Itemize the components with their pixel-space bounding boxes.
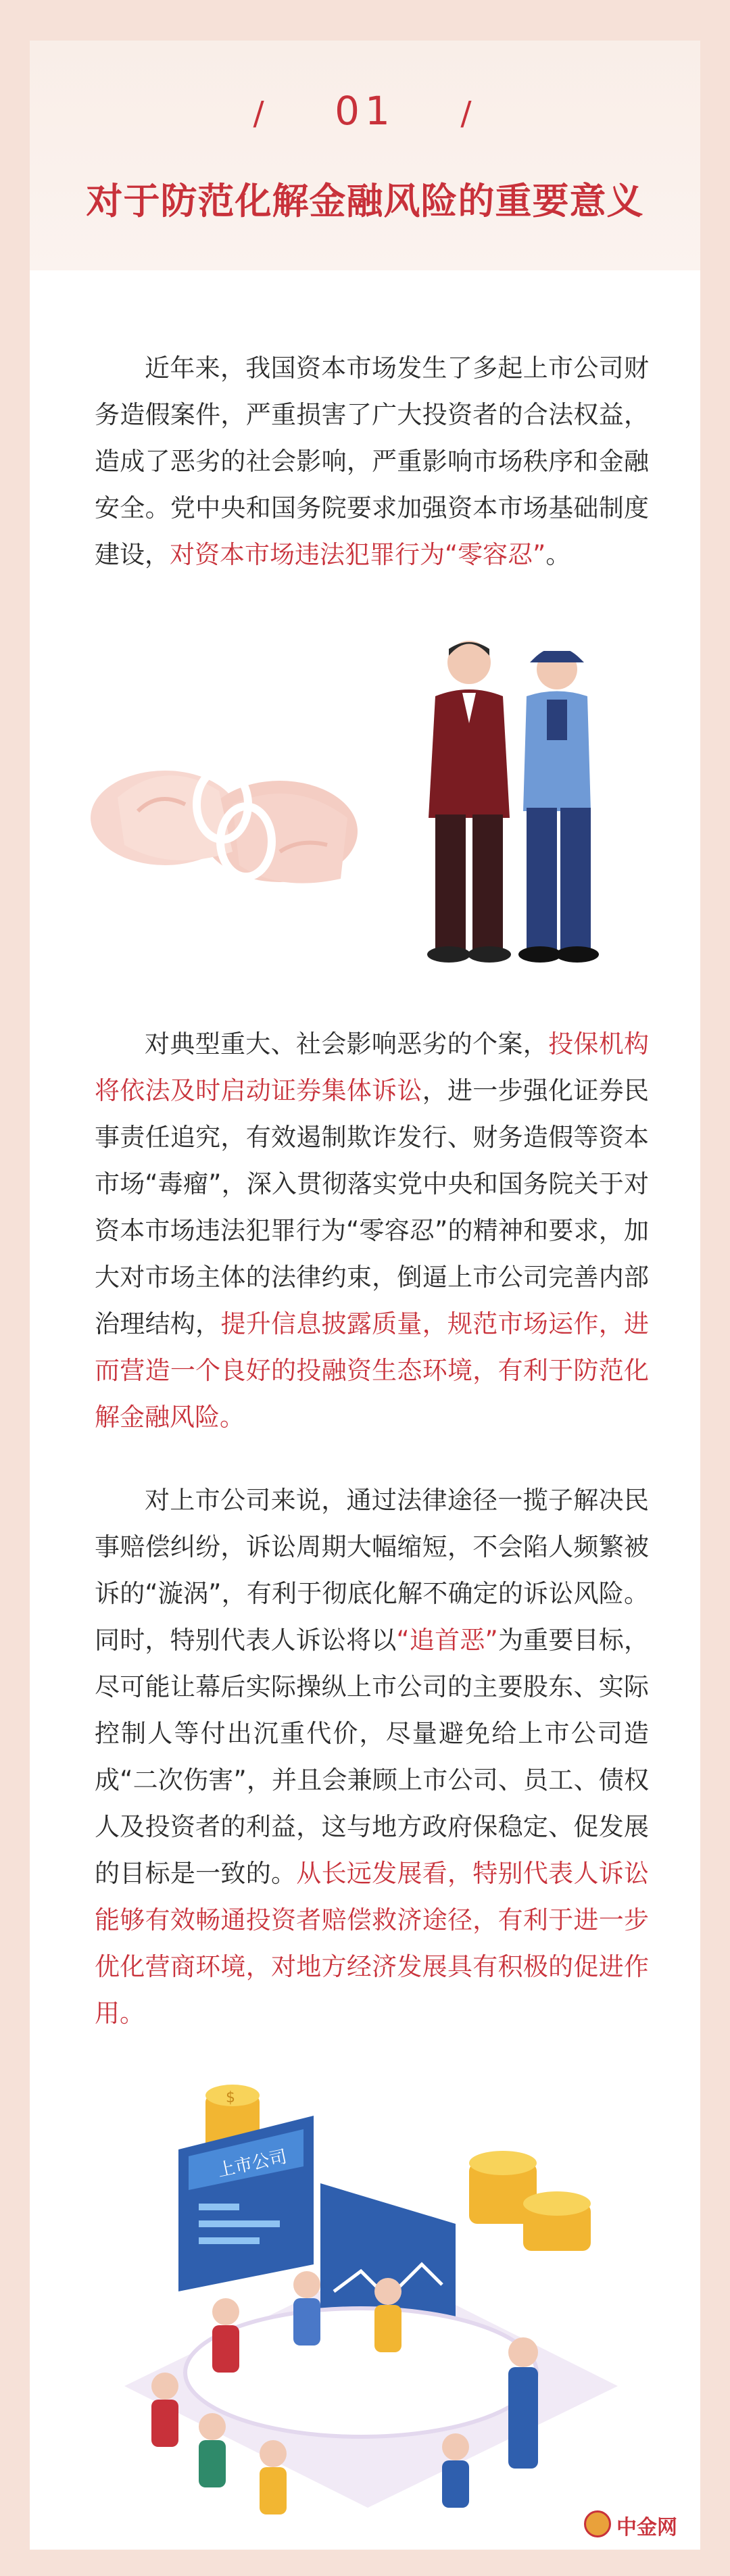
- p3-text-a: 对上市公司来说，通过法律途径一揽子解决民事赔偿纠纷，诉讼周期大幅缩短，不会陷人频繁被诉的“漩涡”，有利于彻底化解不确定的诉讼风险。同时，特别代表人诉讼将以: [95, 1486, 649, 1655]
- p2-text-c: ，进一步强化证券民事责任追究，有效遏制欺诈发行、财务造假等资本市场“毒瘤”，深入贯彻落实党中央和国务院关于对资本市场违法犯罪行为“零容忍”的精神和要求，加大对市场主体的法律约束，倒逼上市公司完善内部治理结构，: [95, 1076, 650, 1338]
- handcuffs-icon: [77, 716, 374, 919]
- article-card: [30, 41, 700, 2550]
- paragraph-1: [95, 345, 649, 578]
- p2-highlight-2: 提升信息披露质量，规范市场运作，进而营造一个良好的投融资生态环境，有利于防范化解金融风险。: [95, 1309, 650, 1432]
- paragraph-3: [95, 1477, 649, 2037]
- coin-symbol: $: [226, 2089, 235, 2106]
- watermark-logo: [584, 2505, 685, 2543]
- p3-highlight-1: “追首恶”: [396, 1626, 498, 1655]
- section-number-row: [30, 88, 700, 134]
- logo-icon: [584, 2510, 611, 2537]
- p1-text-a: 近年来，我国资本市场发生了多起上市公司财务造假案件，严重损害了广大投资者的合法权益，造成了恶劣的社会影响，严重影响市场秩序和金融安全。党中央和国务院要求加强资本市场基础制度建设，: [95, 354, 649, 569]
- section-number: 01: [335, 88, 395, 134]
- screen-label: 上市公司: [216, 2146, 289, 2181]
- p2-text-a: 对典型重大、社会影响恶劣的个案，: [145, 1029, 549, 1059]
- p1-highlight: 对资本市场违法犯罪行为“零容忍”: [170, 540, 546, 569]
- police-arrest-icon: [395, 622, 638, 987]
- p1-text-c: 。: [545, 540, 571, 569]
- listed-company-meeting-icon: [104, 2068, 631, 2542]
- p3-text-c: 为重要目标，尽可能让幕后实际操纵上市公司的主要股东、实际控制人等付出沉重代价，尽量避免给上市公司造成“二次伤害”，并且会兼顾上市公司、员工、债权人及投资者的利益，这与地方政府保稳定、促发展的目标是一致的。: [95, 1626, 650, 1888]
- p2-highlight-1: 投保机构将依法及时启动证券集体诉讼: [95, 1029, 650, 1105]
- p3-highlight-2: 从长远发展看，特别代表人诉讼能够有效畅通投资者赔偿救济途径，有利于进一步优化营商环境，对地方经济发展具有积极的促进作用。: [95, 1859, 650, 2028]
- paragraph-2: [95, 1021, 649, 1440]
- slash-left: /: [253, 94, 270, 132]
- logo-text: 中金网: [616, 2516, 677, 2539]
- slash-right: /: [460, 94, 477, 132]
- section-header: [30, 41, 700, 270]
- section-title: 对于防范化解金融风险的重要意义: [86, 180, 644, 222]
